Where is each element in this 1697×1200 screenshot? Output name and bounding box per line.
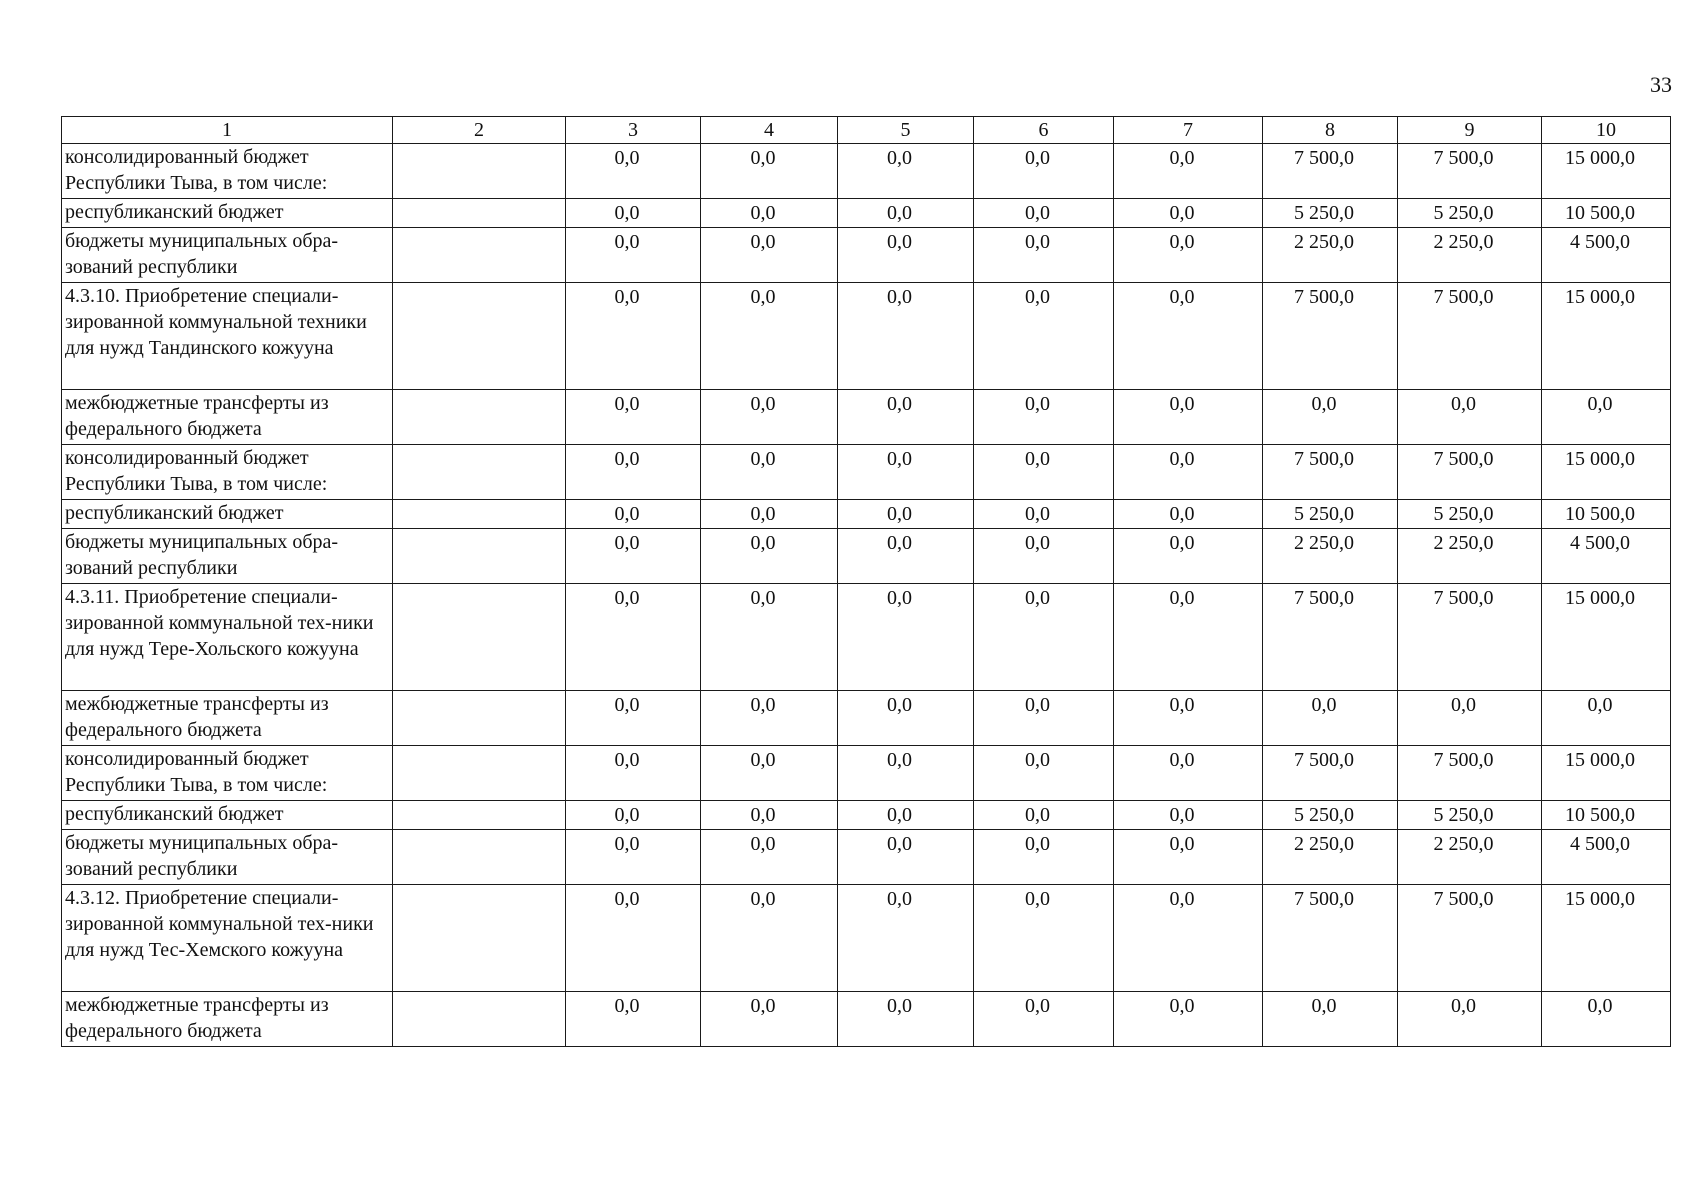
value-cell: 0,0 xyxy=(701,801,838,830)
row-col2-cell xyxy=(393,283,566,390)
value-cell: 0,0 xyxy=(566,283,701,390)
value-cell: 2 250,0 xyxy=(1263,830,1398,885)
value-cell: 2 250,0 xyxy=(1263,529,1398,584)
value-cell: 7 500,0 xyxy=(1398,885,1542,992)
row-col2-cell xyxy=(393,746,566,801)
value-cell: 0,0 xyxy=(566,144,701,199)
value-cell: 0,0 xyxy=(838,746,974,801)
value-cell: 0,0 xyxy=(1263,390,1398,445)
value-cell: 0,0 xyxy=(974,445,1114,500)
column-header: 1 xyxy=(62,117,393,144)
row-col2-cell xyxy=(393,228,566,283)
row-label: межбюджетные трансферты из федерального бюджета xyxy=(62,992,393,1047)
value-cell: 0,0 xyxy=(974,801,1114,830)
value-cell: 0,0 xyxy=(1114,500,1263,529)
row-label: республиканский бюджет xyxy=(62,801,393,830)
row-label: 4.3.10. Приобретение специали-зированной коммунальной техники для нужд Тандинского кожууна xyxy=(62,283,393,390)
value-cell: 0,0 xyxy=(974,500,1114,529)
value-cell: 0,0 xyxy=(1542,390,1671,445)
table-row xyxy=(62,885,1671,992)
value-cell: 0,0 xyxy=(566,529,701,584)
value-cell: 4 500,0 xyxy=(1542,228,1671,283)
value-cell: 0,0 xyxy=(1114,144,1263,199)
row-label: межбюджетные трансферты из федерального бюджета xyxy=(62,390,393,445)
value-cell: 0,0 xyxy=(701,529,838,584)
value-cell: 2 250,0 xyxy=(1263,228,1398,283)
value-cell: 7 500,0 xyxy=(1263,283,1398,390)
row-label: 4.3.12. Приобретение специали-зированной коммунальной тех-ники для нужд Тес-Хемского кожууна xyxy=(62,885,393,992)
table-row xyxy=(62,801,1671,830)
value-cell: 0,0 xyxy=(701,584,838,691)
value-cell: 0,0 xyxy=(701,746,838,801)
table-row xyxy=(62,500,1671,529)
value-cell: 2 250,0 xyxy=(1398,529,1542,584)
table-row xyxy=(62,228,1671,283)
value-cell: 0,0 xyxy=(1114,746,1263,801)
value-cell: 0,0 xyxy=(1114,992,1263,1047)
value-cell: 0,0 xyxy=(974,283,1114,390)
value-cell: 0,0 xyxy=(566,584,701,691)
value-cell: 0,0 xyxy=(1114,199,1263,228)
column-header: 10 xyxy=(1542,117,1671,144)
value-cell: 0,0 xyxy=(1398,390,1542,445)
value-cell: 0,0 xyxy=(974,144,1114,199)
row-col2-cell xyxy=(393,500,566,529)
value-cell: 0,0 xyxy=(974,529,1114,584)
value-cell: 0,0 xyxy=(566,746,701,801)
value-cell: 0,0 xyxy=(1114,445,1263,500)
value-cell: 10 500,0 xyxy=(1542,500,1671,529)
table-row xyxy=(62,283,1671,390)
row-label: бюджеты муниципальных обра-зований республики xyxy=(62,228,393,283)
value-cell: 0,0 xyxy=(1114,390,1263,445)
value-cell: 15 000,0 xyxy=(1542,445,1671,500)
row-col2-cell xyxy=(393,390,566,445)
value-cell: 5 250,0 xyxy=(1398,199,1542,228)
row-label: республиканский бюджет xyxy=(62,500,393,529)
table-row xyxy=(62,992,1671,1047)
value-cell: 0,0 xyxy=(701,228,838,283)
value-cell: 5 250,0 xyxy=(1398,801,1542,830)
value-cell: 0,0 xyxy=(1114,529,1263,584)
value-cell: 0,0 xyxy=(1114,830,1263,885)
value-cell: 0,0 xyxy=(566,500,701,529)
value-cell: 0,0 xyxy=(838,691,974,746)
value-cell: 0,0 xyxy=(566,801,701,830)
value-cell: 0,0 xyxy=(838,390,974,445)
value-cell: 7 500,0 xyxy=(1398,584,1542,691)
value-cell: 0,0 xyxy=(838,801,974,830)
row-label: республиканский бюджет xyxy=(62,199,393,228)
table-row xyxy=(62,199,1671,228)
value-cell: 0,0 xyxy=(701,283,838,390)
value-cell: 0,0 xyxy=(701,199,838,228)
value-cell: 10 500,0 xyxy=(1542,801,1671,830)
value-cell: 15 000,0 xyxy=(1542,283,1671,390)
value-cell: 15 000,0 xyxy=(1542,885,1671,992)
row-col2-cell xyxy=(393,144,566,199)
value-cell: 7 500,0 xyxy=(1398,144,1542,199)
value-cell: 5 250,0 xyxy=(1263,801,1398,830)
value-cell: 0,0 xyxy=(1114,584,1263,691)
value-cell: 0,0 xyxy=(974,830,1114,885)
value-cell: 0,0 xyxy=(1114,691,1263,746)
value-cell: 0,0 xyxy=(838,228,974,283)
value-cell: 0,0 xyxy=(701,992,838,1047)
value-cell: 0,0 xyxy=(701,500,838,529)
value-cell: 7 500,0 xyxy=(1263,144,1398,199)
value-cell: 0,0 xyxy=(838,830,974,885)
value-cell: 15 000,0 xyxy=(1542,144,1671,199)
value-cell: 0,0 xyxy=(1542,992,1671,1047)
value-cell: 2 250,0 xyxy=(1398,830,1542,885)
row-label: бюджеты муниципальных обра-зований республики xyxy=(62,529,393,584)
value-cell: 0,0 xyxy=(838,529,974,584)
row-label: консолидированный бюджет Республики Тыва, в том числе: xyxy=(62,144,393,199)
row-label: консолидированный бюджет Республики Тыва, в том числе: xyxy=(62,445,393,500)
value-cell: 5 250,0 xyxy=(1263,500,1398,529)
value-cell: 0,0 xyxy=(566,691,701,746)
value-cell: 0,0 xyxy=(566,199,701,228)
table-header-row xyxy=(62,117,1671,144)
row-col2-cell xyxy=(393,830,566,885)
value-cell: 0,0 xyxy=(701,390,838,445)
row-label: консолидированный бюджет Республики Тыва, в том числе: xyxy=(62,746,393,801)
table-row xyxy=(62,144,1671,199)
value-cell: 0,0 xyxy=(566,992,701,1047)
value-cell: 0,0 xyxy=(1114,801,1263,830)
value-cell: 4 500,0 xyxy=(1542,830,1671,885)
value-cell: 0,0 xyxy=(1263,992,1398,1047)
table-row xyxy=(62,584,1671,691)
value-cell: 7 500,0 xyxy=(1263,445,1398,500)
table-row xyxy=(62,746,1671,801)
column-header: 4 xyxy=(701,117,838,144)
column-header: 5 xyxy=(838,117,974,144)
value-cell: 0,0 xyxy=(838,992,974,1047)
row-label: бюджеты муниципальных обра-зований республики xyxy=(62,830,393,885)
column-header: 2 xyxy=(393,117,566,144)
row-col2-cell xyxy=(393,691,566,746)
value-cell: 0,0 xyxy=(566,445,701,500)
value-cell: 2 250,0 xyxy=(1398,228,1542,283)
value-cell: 0,0 xyxy=(838,584,974,691)
value-cell: 0,0 xyxy=(1398,992,1542,1047)
value-cell: 0,0 xyxy=(701,830,838,885)
row-col2-cell xyxy=(393,992,566,1047)
column-header: 7 xyxy=(1114,117,1263,144)
table-row xyxy=(62,830,1671,885)
value-cell: 0,0 xyxy=(838,283,974,390)
value-cell: 15 000,0 xyxy=(1542,746,1671,801)
value-cell: 7 500,0 xyxy=(1263,746,1398,801)
value-cell: 0,0 xyxy=(838,144,974,199)
row-col2-cell xyxy=(393,445,566,500)
value-cell: 7 500,0 xyxy=(1263,584,1398,691)
row-col2-cell xyxy=(393,199,566,228)
value-cell: 7 500,0 xyxy=(1398,746,1542,801)
value-cell: 0,0 xyxy=(701,144,838,199)
value-cell: 0,0 xyxy=(566,228,701,283)
value-cell: 0,0 xyxy=(566,390,701,445)
value-cell: 0,0 xyxy=(1114,283,1263,390)
value-cell: 0,0 xyxy=(838,500,974,529)
table-row xyxy=(62,691,1671,746)
value-cell: 7 500,0 xyxy=(1263,885,1398,992)
value-cell: 0,0 xyxy=(974,228,1114,283)
value-cell: 0,0 xyxy=(1263,691,1398,746)
column-header: 8 xyxy=(1263,117,1398,144)
row-col2-cell xyxy=(393,885,566,992)
value-cell: 0,0 xyxy=(701,691,838,746)
value-cell: 0,0 xyxy=(701,445,838,500)
value-cell: 10 500,0 xyxy=(1542,199,1671,228)
page-number: 33 xyxy=(1650,72,1672,97)
value-cell: 5 250,0 xyxy=(1263,199,1398,228)
value-cell: 0,0 xyxy=(974,199,1114,228)
value-cell: 0,0 xyxy=(566,830,701,885)
value-cell: 0,0 xyxy=(974,885,1114,992)
row-col2-cell xyxy=(393,529,566,584)
value-cell: 0,0 xyxy=(701,885,838,992)
row-label: межбюджетные трансферты из федерального бюджета xyxy=(62,691,393,746)
value-cell: 5 250,0 xyxy=(1398,500,1542,529)
table-row xyxy=(62,529,1671,584)
value-cell: 0,0 xyxy=(1542,691,1671,746)
value-cell: 7 500,0 xyxy=(1398,283,1542,390)
value-cell: 0,0 xyxy=(974,691,1114,746)
column-header: 6 xyxy=(974,117,1114,144)
value-cell: 0,0 xyxy=(1398,691,1542,746)
value-cell: 4 500,0 xyxy=(1542,529,1671,584)
value-cell: 0,0 xyxy=(1114,228,1263,283)
column-header: 9 xyxy=(1398,117,1542,144)
value-cell: 0,0 xyxy=(974,390,1114,445)
column-header: 3 xyxy=(566,117,701,144)
value-cell: 0,0 xyxy=(566,885,701,992)
value-cell: 0,0 xyxy=(838,445,974,500)
value-cell: 0,0 xyxy=(974,746,1114,801)
value-cell: 15 000,0 xyxy=(1542,584,1671,691)
value-cell: 0,0 xyxy=(838,199,974,228)
row-col2-cell xyxy=(393,584,566,691)
value-cell: 0,0 xyxy=(974,992,1114,1047)
value-cell: 7 500,0 xyxy=(1398,445,1542,500)
row-label: 4.3.11. Приобретение специали-зированной коммунальной тех-ники для нужд Тере-Хольского кожууна xyxy=(62,584,393,691)
value-cell: 0,0 xyxy=(1114,885,1263,992)
row-col2-cell xyxy=(393,801,566,830)
budget-table xyxy=(61,116,1671,1047)
value-cell: 0,0 xyxy=(838,885,974,992)
value-cell: 0,0 xyxy=(974,584,1114,691)
table-row xyxy=(62,445,1671,500)
table-row xyxy=(62,390,1671,445)
